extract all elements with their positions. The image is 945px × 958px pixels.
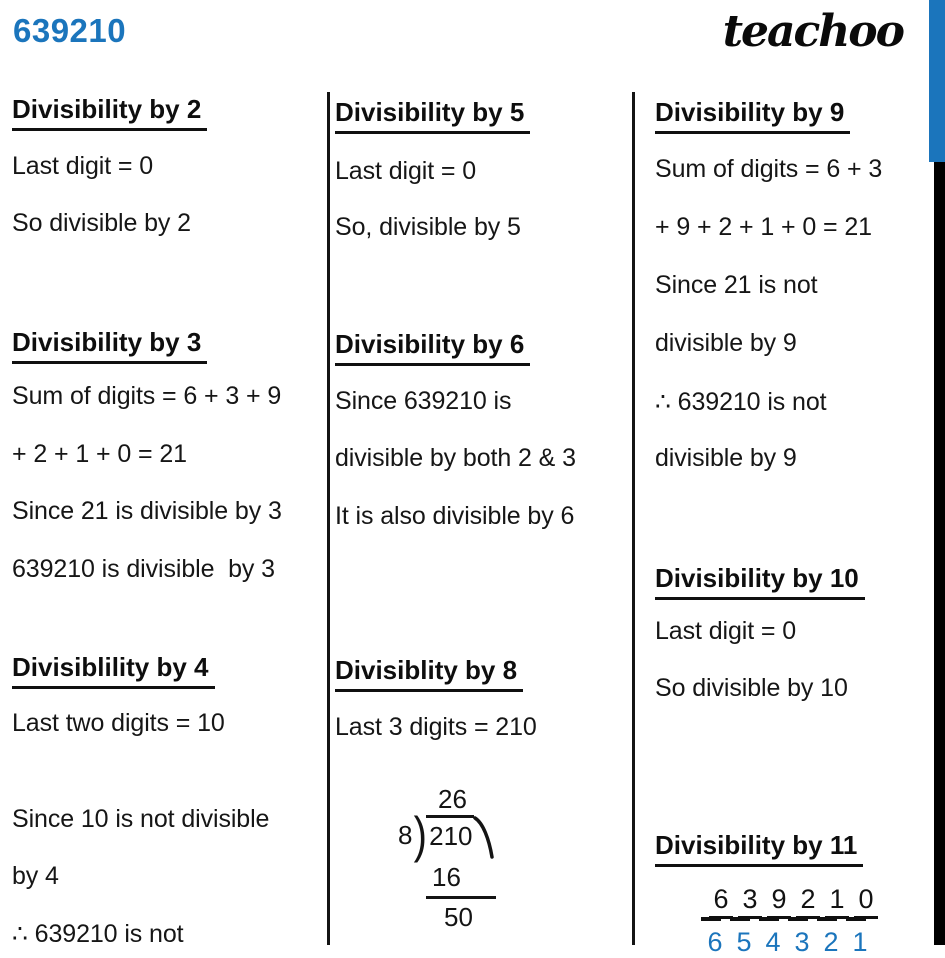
text-line: It is also divisible by 6 [335,502,575,530]
division-remainder: 50 [444,902,473,932]
heading-divisibility-by-11: Divisibility by 11 [655,830,863,867]
teachoo-logo: teachoo [722,6,903,57]
text-line: So, divisible by 5 [335,213,521,241]
long-division [398,784,496,933]
digit-cell: 2 [796,884,820,919]
digit-cell: 1 [825,884,849,919]
heading-divisibility-by-5: Divisibility by 5 [335,97,530,134]
heading-divisibility-by-2: Divisibility by 2 [12,94,207,131]
text-line: ∴ 639210 is not [12,920,184,948]
dash-icon [788,917,808,921]
heading-divisibility-by-10: Divisibility by 10 [655,563,865,600]
text-line: divisible by 9 [655,444,797,472]
digit-cell: 0 [854,884,878,919]
text-line: Since 10 is not divisible [12,805,270,833]
page-title: 639210 [13,12,127,49]
position-digit-cell: 3 [794,927,810,957]
text-line: So divisible by 2 [12,209,191,237]
text-line: by 4 [12,862,59,890]
digit-cell: 3 [738,884,762,919]
digit-cell: 6 [709,884,733,919]
text-line: Sum of digits = 6 + 3 [655,155,883,183]
position-digit-cell: 6 [707,927,723,957]
position-digit-cell: 1 [852,927,868,957]
text-line: Last digit = 0 [335,157,477,185]
text-line: Last 3 digits = 210 [335,713,537,741]
column-divider-1 [327,92,330,945]
text-line: ∴ 639210 is not [655,388,827,416]
division-rule [426,896,496,899]
division-bracket-icon: ) [414,807,428,863]
heading-divisibility-by-6: Divisibility by 6 [335,329,530,366]
position-digit-cell: 4 [765,927,781,957]
heading-divisibility-by-4: Divisiblility by 4 [12,652,215,689]
column-divider-2 [632,92,635,945]
division-divisor: 8 [398,820,413,850]
text-line: divisible by both 2 & 3 [335,444,576,472]
text-line: Last digit = 0 [655,617,797,645]
heading-divisibility-by-8: Divisiblity by 8 [335,655,523,692]
text-line: divisible by 9 [655,329,797,357]
right-edge-black-bar [934,162,945,945]
heading-divisibility-by-3: Divisibility by 3 [12,327,207,364]
text-line: + 2 + 1 + 0 = 21 [12,440,187,468]
dash-icon [759,917,779,921]
dash-icon [817,917,837,921]
dash-icon [701,917,721,921]
text-line: + 9 + 2 + 1 + 0 = 21 [655,213,872,241]
division-partial-product: 16 [432,862,461,892]
text-line: Sum of digits = 6 + 3 + 9 [12,382,282,410]
text-line: Since 21 is not [655,271,818,299]
number-digits-row [709,884,878,919]
digit-dash-row [701,917,866,921]
text-line: Since 639210 is [335,387,512,415]
division-curve-icon [473,815,495,866]
heading-divisibility-by-9: Divisibility by 9 [655,97,850,134]
dash-icon [846,917,866,921]
position-digits-row [703,927,872,958]
right-edge-blue-bar [929,0,945,162]
position-digit-cell: 2 [823,927,839,957]
text-line: 639210 is divisible by 3 [12,555,275,583]
text-line: Last two digits = 10 [12,709,225,737]
digit-cell: 9 [767,884,791,919]
dash-icon [730,917,750,921]
text-line: Last digit = 0 [12,152,154,180]
position-digit-cell: 5 [736,927,752,957]
division-quotient: 26 [438,784,467,814]
division-dividend: 210 [426,815,473,852]
text-line: Since 21 is divisible by 3 [12,497,282,525]
text-line: So divisible by 10 [655,674,848,702]
